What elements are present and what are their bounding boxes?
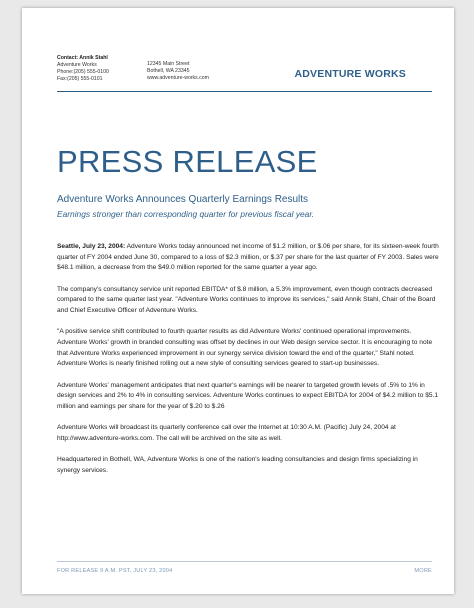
- address-street: 12345 Main Street: [147, 61, 190, 67]
- address-web: www.adventure-works.com: [147, 75, 209, 81]
- paragraph-2: The company's consultancy service unit reported EBITDA* of $.8 million, a 5.3% improvement, even though contracts decreased compared to the same quarter last year. "Adventure Works continues to improve its services," said Annik Stahl, Chair of the Board and Chief Executive Officer of Adventure Works.: [57, 285, 436, 315]
- header-rule: [57, 91, 432, 92]
- contact-phone: Phone:(205) 555-0100: [57, 69, 109, 75]
- paragraph-4: Adventure Works' management anticipates that next quarter's earnings will be nearer to targeted growth levels of .5% to 1% in design services and 2% to 4% in consulting services. Adventure Works continues to expect EBITDA for 2004 of $4.2 million to $5.1 million and earnings per share for the year of $.20 to $.26: [57, 381, 439, 410]
- headline: Adventure Works Announces Quarterly Earnings Results: [57, 194, 309, 205]
- paragraph-6: Headquartered in Bothell, WA, Adventure Works is one of the nation's leading consultancies and design firms specializing in synergy services.: [57, 456, 418, 474]
- subheadline: Earnings stronger than corresponding quarter for previous fiscal year.: [57, 209, 315, 219]
- contact-company: Adventure Works: [57, 62, 97, 68]
- address-city: Bothell, WA 23345: [147, 68, 190, 74]
- release-note: FOR RELEASE 9 A.M. PST, JULY 23, 2004: [57, 568, 173, 574]
- company-brand: ADVENTURE WORKS: [294, 68, 406, 80]
- contact-fax: Fax:(205) 555-0101: [57, 76, 103, 82]
- paragraph-5: Adventure Works will broadcast its quarterly conference call over the Internet at 10:30 A.M. (Pacific) July 24, 2004 at http://www.adventure-works.com. The call will be archived on the site as well.: [57, 424, 396, 442]
- paragraph-1: [57, 242, 439, 274]
- contact-block: [57, 55, 109, 83]
- body-text: [57, 242, 439, 487]
- paragraph-3: "A positive service shift contributed to fourth quarter results as did Adventure Works' continued operational improvements. Adventure Works' growth in branded consulting was offset by declines in our Web design service sector. It is encouraging to note that Adventure Works experienced improvement in our synergy service division toward the end of the quarter," Stahl noted. Adventure Works is nearly finished rolling out a new style of consulting services geared to start-up businesses.: [57, 328, 433, 368]
- paragraph-1-text: Adventure Works today announced net income of $1.2 million, or $.06 per share, for its sixteen-week fourth quarter of FY 2004 ended June 30, compared to a loss of $2.3 million, or $.37 per share for the last quarter of FY 2003. Sales were $48.1 million, a decrease from the $49.0 million reported for the same quarter a year ago.: [57, 243, 439, 272]
- address-block: [147, 61, 209, 82]
- more-label: MORE: [414, 568, 432, 574]
- document-page: [22, 8, 454, 594]
- dateline: Seattle, July 23, 2004:: [57, 243, 126, 250]
- page-title: PRESS RELEASE: [57, 144, 318, 179]
- contact-name: Contact: Annik Stahl: [57, 55, 108, 61]
- footer-rule: [57, 561, 432, 562]
